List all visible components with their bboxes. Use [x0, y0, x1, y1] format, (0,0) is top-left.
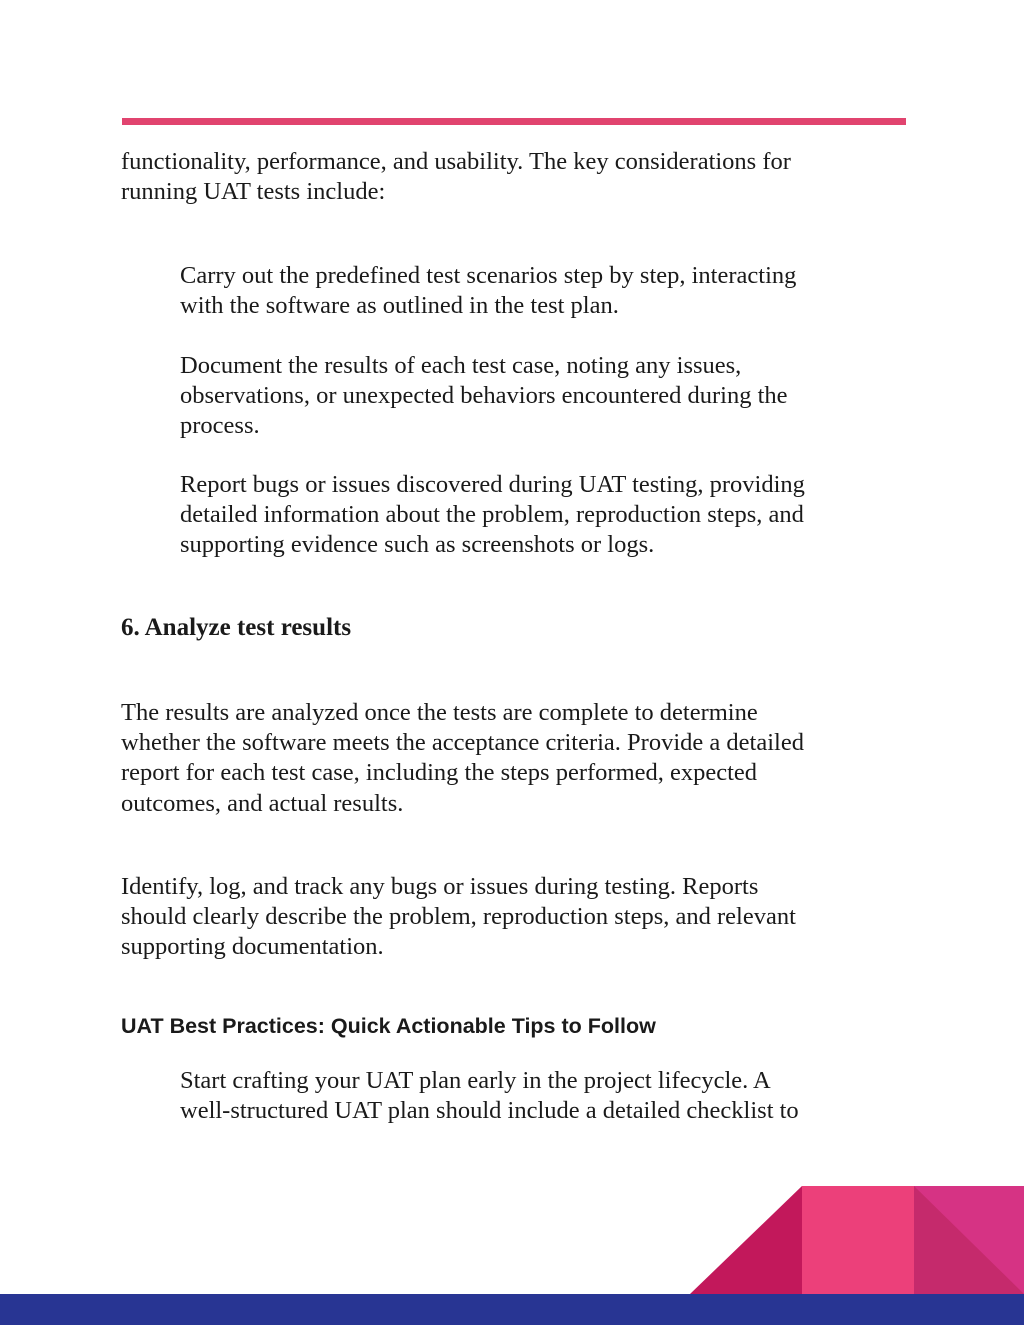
text-line: running UAT tests include: — [121, 178, 386, 206]
section-heading-analyze-results: 6. Analyze test results — [121, 614, 352, 641]
text-line: Carry out the predefined test scenarios step by step, interacting — [180, 262, 797, 289]
footer-bar — [0, 1294, 1024, 1325]
text-line: Identify, log, and track any bugs or issues during testing. Reports — [121, 873, 759, 900]
section-heading-best-practices: UAT Best Practices: Quick Actionable Tips to Follow — [121, 1014, 656, 1038]
text-line: report for each test case, including the steps performed, expected — [121, 759, 758, 787]
deco-triangle-crimson — [690, 1186, 802, 1294]
text-line: Document the results of each test case, noting any issues, — [180, 352, 742, 379]
text-line: well-structured UAT plan should include a detailed checklist to — [180, 1097, 799, 1125]
text-line: supporting documentation. — [121, 933, 384, 961]
text-line: with the software as outlined in the test plan. — [180, 292, 619, 320]
text-line: process. — [180, 412, 260, 440]
text-line: Start crafting your UAT plan early in the project lifecycle. A — [180, 1067, 771, 1094]
text-line: outcomes, and actual results. — [121, 789, 404, 817]
text-line: supporting evidence such as screenshots or logs. — [180, 531, 655, 559]
text-line: detailed information about the problem, reproduction steps, and — [180, 501, 804, 529]
text-line: whether the software meets the acceptance criteria. Provide a detailed — [121, 729, 804, 757]
deco-block-pink — [802, 1186, 914, 1294]
text-line: functionality, performance, and usability. The key considerations for — [121, 148, 791, 175]
text-line: should clearly describe the problem, reproduction steps, and relevant — [121, 903, 796, 931]
text-line: The results are analyzed once the tests are complete to determine — [121, 699, 758, 726]
text-line: observations, or unexpected behaviors encountered during the — [180, 382, 788, 410]
text-line: Report bugs or issues discovered during UAT testing, providing — [180, 471, 805, 498]
